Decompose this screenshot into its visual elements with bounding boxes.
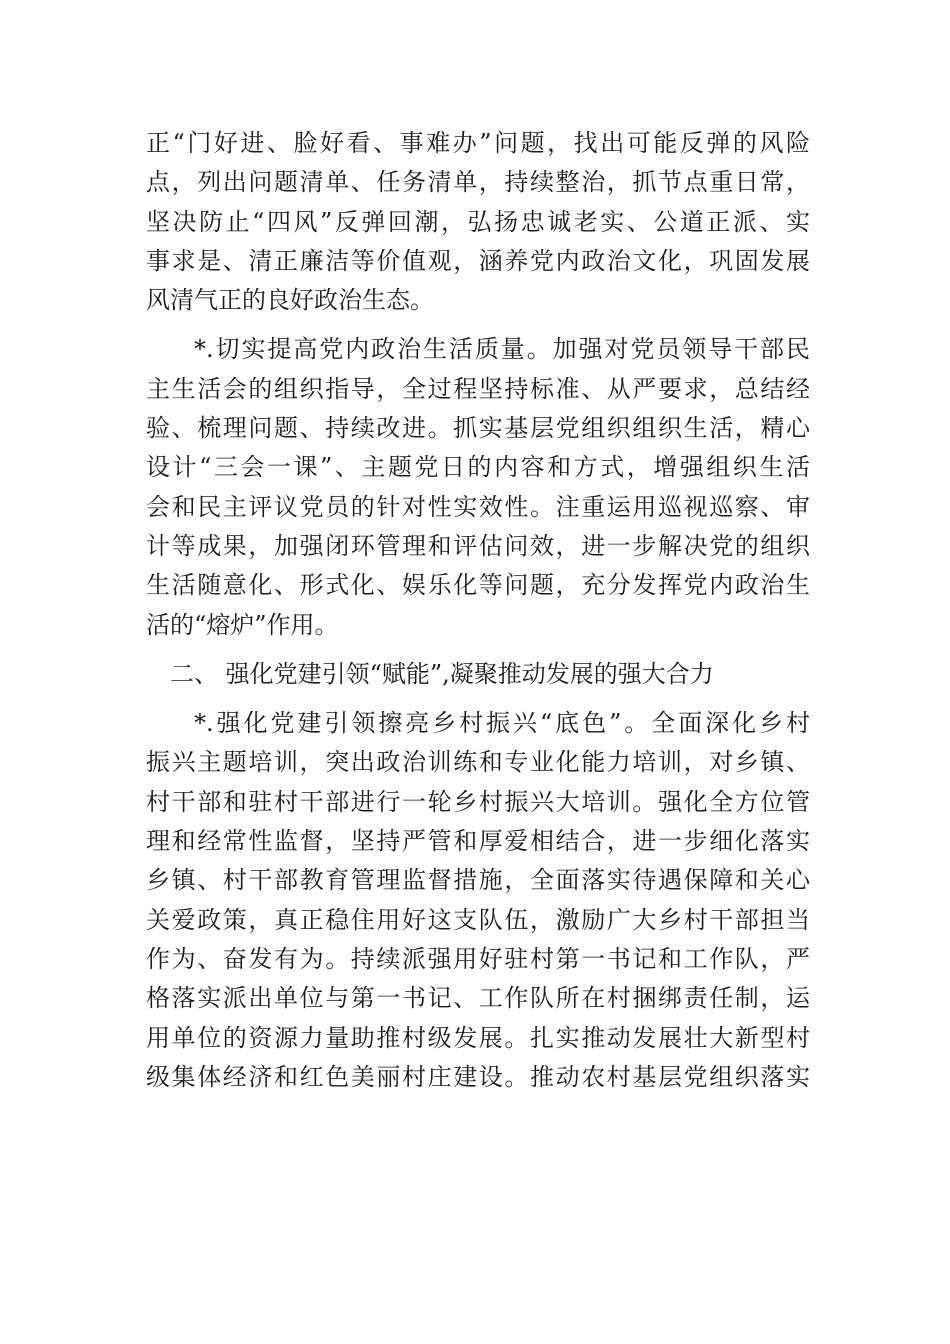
paragraph-continuation xyxy=(146,124,810,320)
text-line: 格落实派出单位与第一书记、工作队所在村捆绑责任制，运 xyxy=(146,984,810,1013)
text-line: 设计“三会一课”、主题党日的内容和方式，增强组织生活 xyxy=(146,453,810,482)
text-line: 计等成果，加强闭环管理和评估问效，进一步解决党的组织 xyxy=(146,531,810,560)
text-line: 主生活会的组织指导，全过程坚持标准、从严要求，总结经 xyxy=(146,374,810,403)
text-line: *.强化党建引领擦亮乡村振兴“底色”。全面深化乡村 xyxy=(194,709,810,738)
text-line: 事求是、清正廉洁等价值观，涵养党内政治文化，巩固发展 xyxy=(146,246,810,275)
text-line: 乡镇、村干部教育管理监督措施，全面落实待遇保障和关心 xyxy=(146,866,810,895)
text-line: 正“门好进、脸好看、事难办”问题，找出可能反弹的风险 xyxy=(146,129,810,157)
section-heading xyxy=(146,655,810,694)
text-line: 村干部和驻村干部进行一轮乡村振兴大培训。强化全方位管 xyxy=(146,787,810,816)
text-line: 关爱政策，真正稳住用好这支队伍，激励广大乡村干部担当 xyxy=(146,905,810,934)
paragraph-political-life xyxy=(146,330,810,644)
text-line: 验、梳理问题、持续改进。抓实基层党组织组织生活，精心 xyxy=(146,414,810,443)
section-heading-text: 二、 强化党建引领“赋能”,凝聚推动发展的强大合力 xyxy=(170,659,714,688)
paragraph-rural-revitalization xyxy=(146,704,810,1097)
text-line: *.切实提高党内政治生活质量。加强对党员领导干部民 xyxy=(194,335,810,364)
text-line: 振兴主题培训，突出政治训练和专业化能力培训，对乡镇、 xyxy=(146,748,810,777)
text-line: 级集体经济和红色美丽村庄建设。推动农村基层党组织落实 xyxy=(146,1062,810,1091)
text-line: 用单位的资源力量助推村级发展。扎实推动发展壮大新型村 xyxy=(146,1023,810,1052)
text-line: 点，列出问题清单、任务清单，持续整治，抓节点重日常， xyxy=(146,168,810,197)
document-body xyxy=(146,124,810,1097)
text-line: 会和民主评议党员的针对性实效性。注重运用巡视巡察、审 xyxy=(146,492,810,521)
text-line: 生活随意化、形式化、娱乐化等问题，充分发挥党内政治生 xyxy=(146,571,810,600)
text-line: 活的“熔炉”作用。 xyxy=(146,610,339,639)
text-line: 坚决防止“四风”反弹回潮，弘扬忠诚老实、公道正派、实 xyxy=(146,207,810,236)
text-line: 风清气正的良好政治生态。 xyxy=(146,286,434,315)
text-line: 理和经常性监督，坚持严管和厚爱相结合，进一步细化落实 xyxy=(146,827,810,856)
text-line: 作为、奋发有为。持续派强用好驻村第一书记和工作队，严 xyxy=(146,944,810,973)
